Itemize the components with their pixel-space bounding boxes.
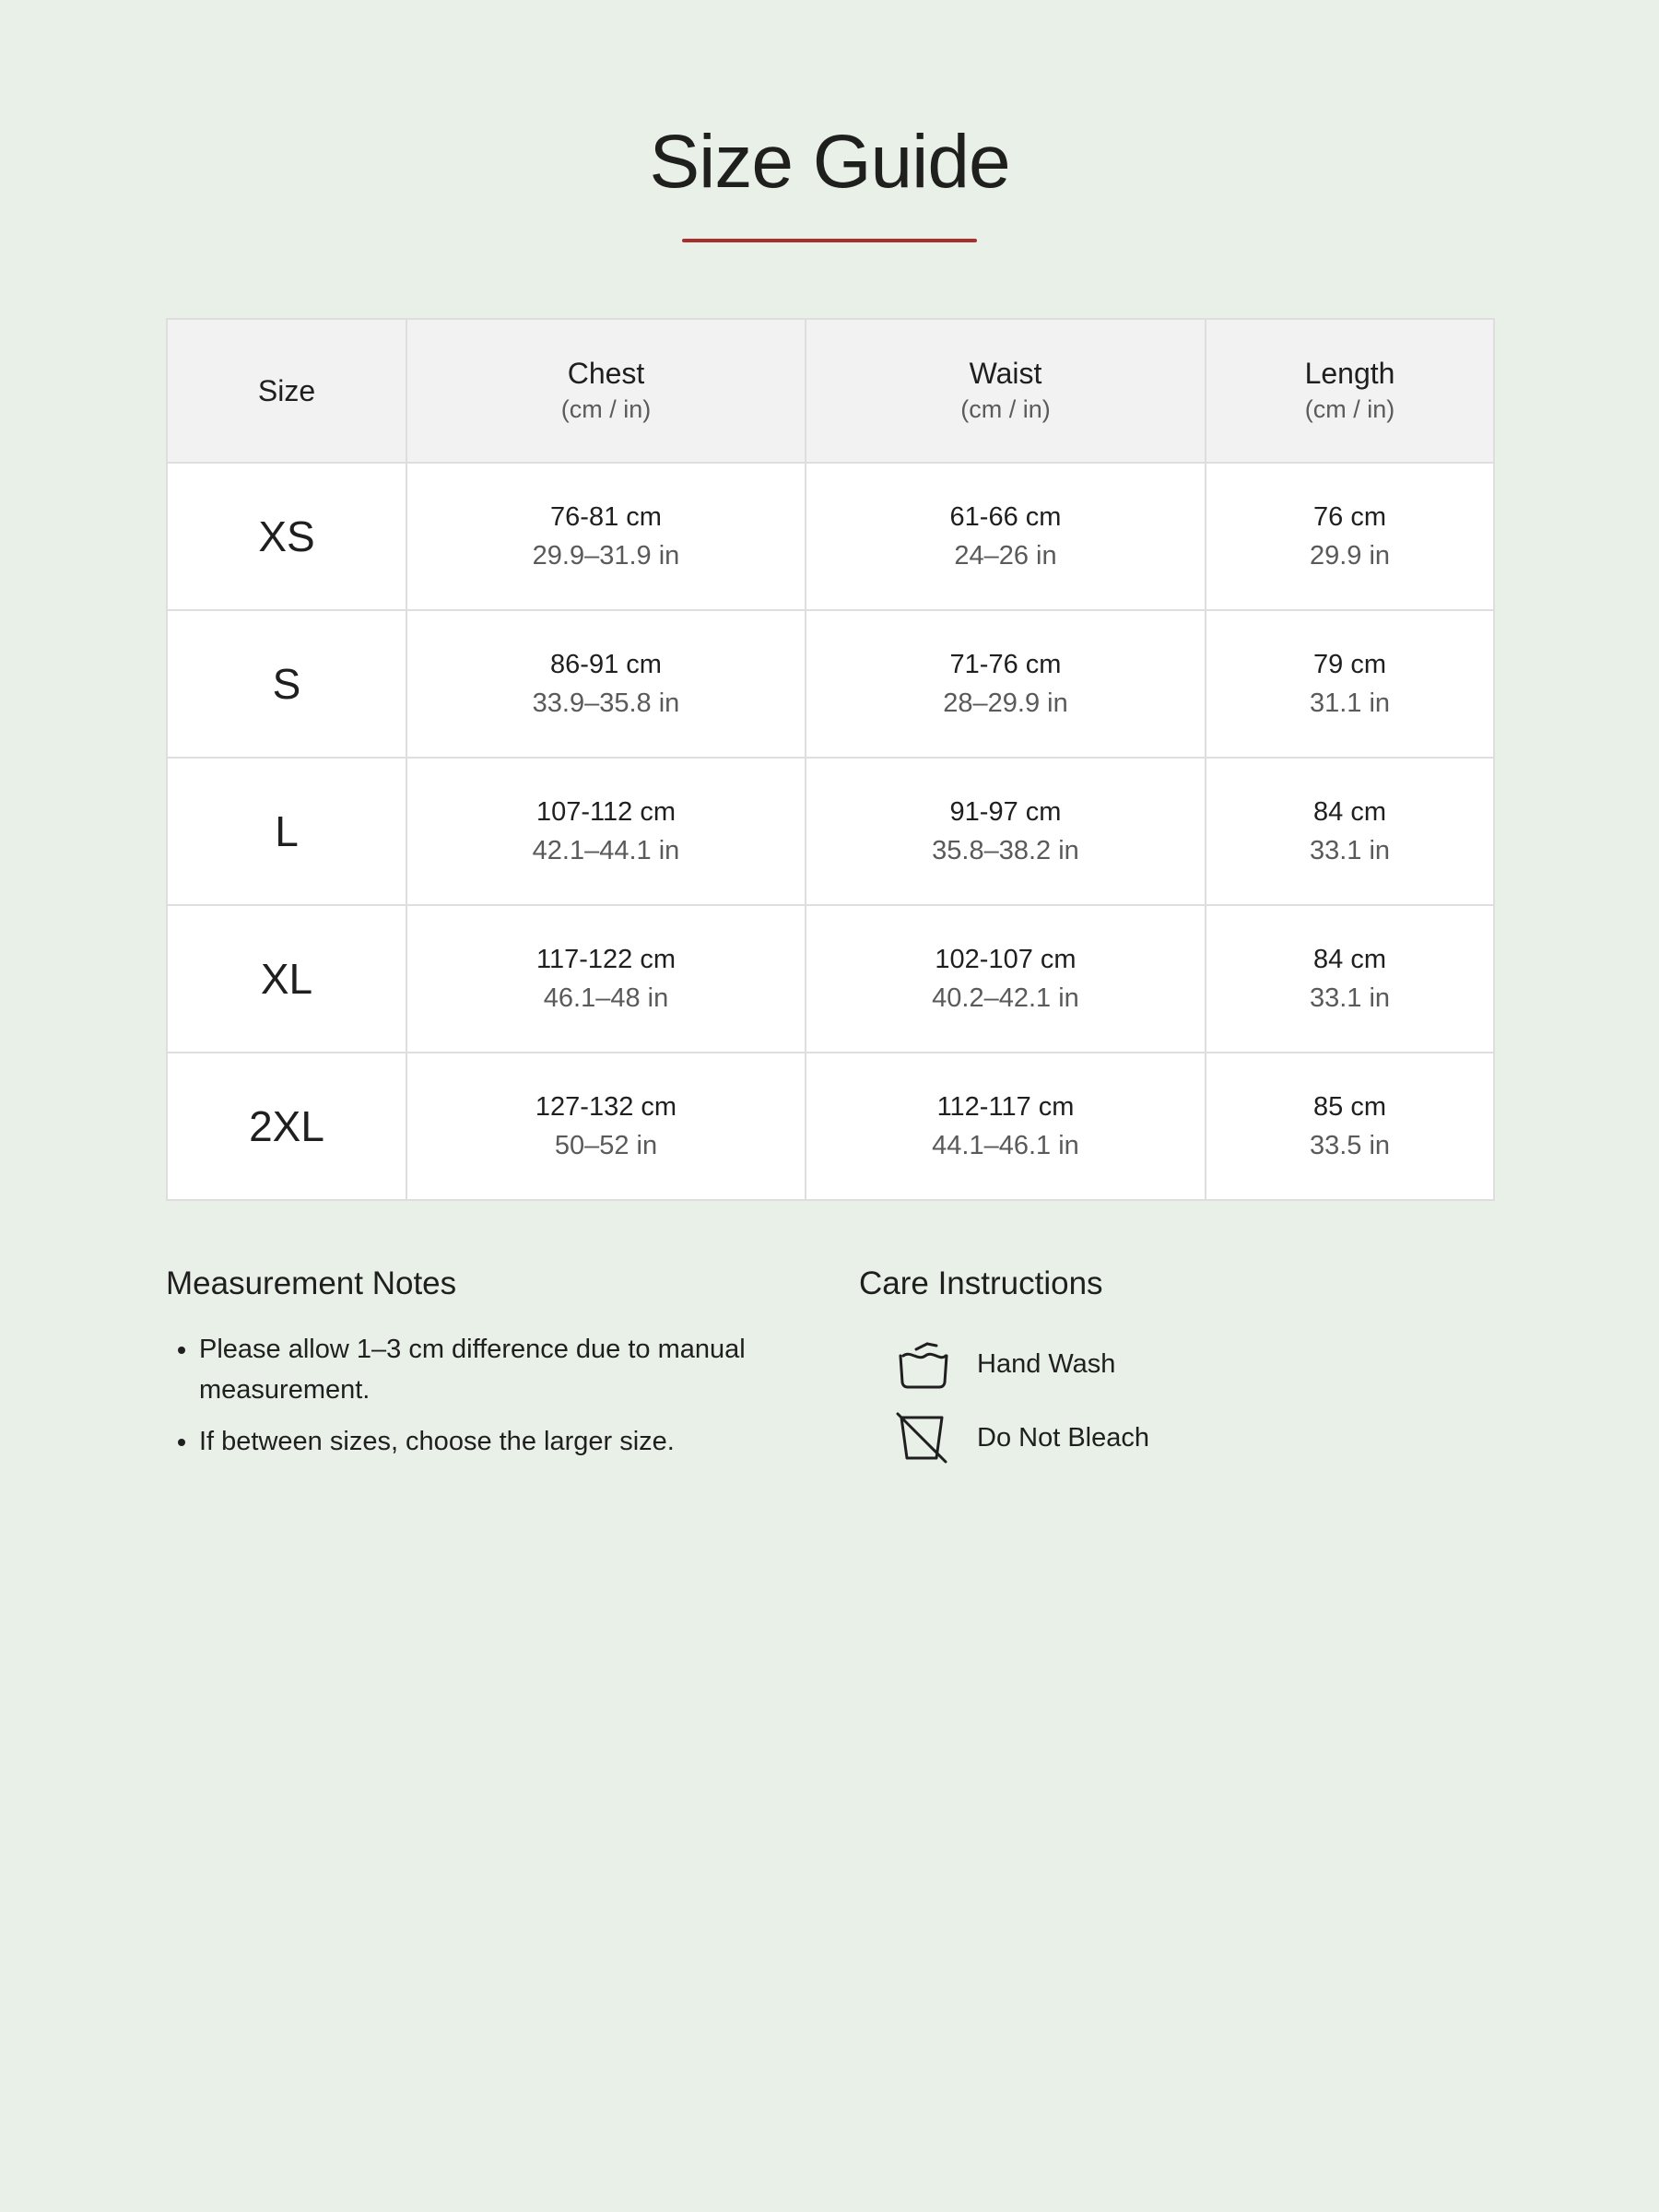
length-cm: 84 cm [1313,797,1386,827]
length-cell [1206,610,1494,758]
table-header-row [167,319,1494,463]
header-waist [806,319,1206,463]
waist-cm: 112-117 cm [936,1092,1075,1122]
do-not-bleach-icon [894,1412,953,1464]
waist-cell [806,1053,1206,1200]
length-cell [1206,758,1494,905]
chest-cell [406,610,806,758]
chest-in: 33.9–35.8 in [532,688,680,718]
length-cell [1206,905,1494,1053]
chest-cm: 107-112 cm [536,797,676,827]
length-cell [1206,463,1494,610]
header-length [1206,319,1494,463]
header-unit: (cm / in) [1304,395,1395,423]
header-unit: (cm / in) [960,395,1051,423]
size-cell [167,610,406,758]
care-item-do-not-bleach [894,1412,1149,1464]
size-label: S [272,660,301,708]
chest-cell [406,905,806,1053]
size-label: L [275,807,299,855]
care-instructions-heading: Care Instructions [859,1265,1103,1301]
size-cell [167,1053,406,1200]
waist-in: 35.8–38.2 in [932,836,1079,865]
waist-cell [806,463,1206,610]
hand-wash-icon [894,1338,953,1390]
length-cm: 76 cm [1313,502,1386,532]
chest-cell [406,463,806,610]
table-row [167,758,1494,905]
table-row [167,610,1494,758]
waist-cm: 102-107 cm [935,945,1077,974]
length-cm: 85 cm [1313,1092,1386,1122]
chest-in: 29.9–31.9 in [532,541,680,571]
chest-in: 42.1–44.1 in [532,836,680,865]
waist-in: 28–29.9 in [943,688,1068,718]
size-label: XL [260,955,313,1003]
waist-cm: 91-97 cm [949,797,1062,827]
table-row [167,1053,1494,1200]
chest-cm: 76-81 cm [550,502,662,532]
waist-in: 24–26 in [954,541,1057,571]
page-title: Size Guide [649,120,1010,204]
list-item: • Please allow 1–3 cm difference due to manual measurement. [199,1329,826,1410]
chest-cm: 86-91 cm [550,650,662,679]
chest-in: 46.1–48 in [543,983,669,1013]
header-chest [406,319,806,463]
list-item: • If between sizes, choose the larger size. [199,1421,826,1462]
length-in: 31.1 in [1309,688,1391,718]
chest-cell [406,1053,806,1200]
table-row [167,905,1494,1053]
length-in: 33.1 in [1309,983,1391,1013]
size-cell [167,758,406,905]
chest-cell [406,758,806,905]
title-underline [682,239,977,242]
chest-cm: 127-132 cm [535,1092,677,1122]
care-label: Hand Wash [977,1349,1116,1379]
measurement-notes-heading: Measurement Notes [166,1265,457,1301]
chest-cm: 117-122 cm [536,945,676,974]
header-label: Chest [567,357,645,390]
waist-in: 44.1–46.1 in [932,1131,1079,1160]
table-row [167,463,1494,610]
waist-cm: 61-66 cm [949,502,1062,532]
care-item-hand-wash [894,1338,1115,1390]
care-label: Do Not Bleach [977,1423,1149,1453]
measurement-notes-list [166,1329,826,1473]
header-label: Waist [969,357,1042,390]
waist-cell [806,905,1206,1053]
header-size [167,319,406,463]
size-cell [167,905,406,1053]
size-table [166,318,1495,1201]
length-cell [1206,1053,1494,1200]
length-in: 33.5 in [1309,1131,1391,1160]
size-label: 2XL [249,1102,324,1150]
header-unit: (cm / in) [560,395,652,423]
length-cm: 79 cm [1313,650,1386,679]
size-cell [167,463,406,610]
length-in: 33.1 in [1309,836,1391,865]
size-label: XS [258,512,315,560]
length-cm: 84 cm [1313,945,1386,974]
header-label: Size [257,374,316,407]
waist-in: 40.2–42.1 in [932,983,1079,1013]
length-in: 29.9 in [1309,541,1391,571]
waist-cell [806,758,1206,905]
waist-cell [806,610,1206,758]
waist-cm: 71-76 cm [949,650,1062,679]
chest-in: 50–52 in [554,1131,658,1160]
header-label: Length [1304,357,1395,390]
